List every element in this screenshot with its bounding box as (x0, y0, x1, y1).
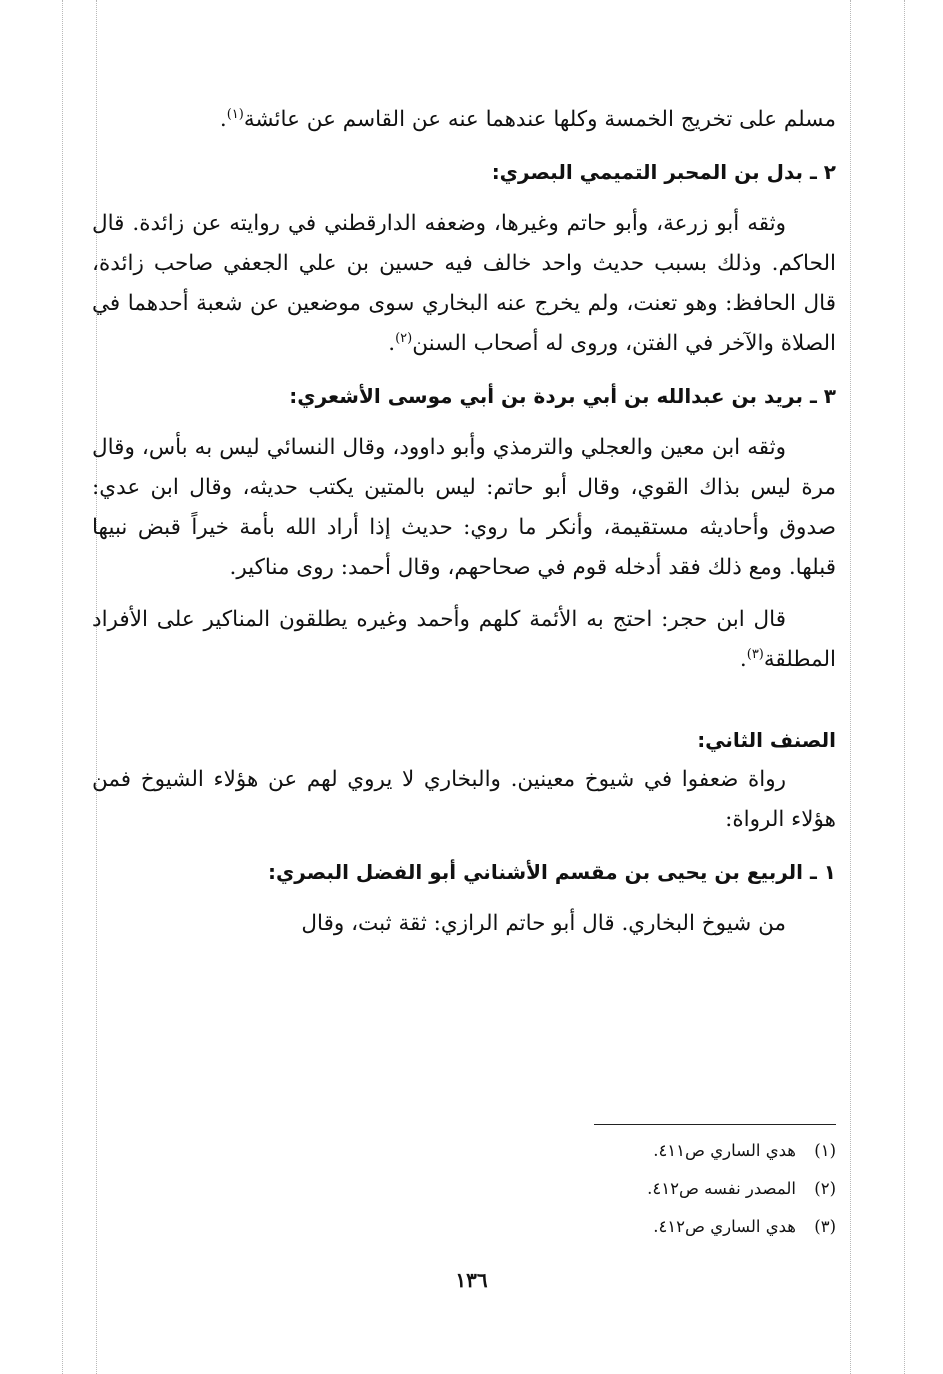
paragraph-3: وثقه ابن معين والعجلي والترمذي وأبو داوود، وقال النسائي ليس به بأس، وقال مرة ليس بذاك القوي، وقال أبو حاتم: ليس بالمتين يكتب حديثه، وقال ابن عدي: صدوق وأحاديثه مستقيمة، وأنكر ما روي: حديث إذا أراد الله بأمة خيراً قبض نبيها قبلها. ومع ذلك فقد أدخله قوم في صحاحهم، وقال أحمد: روى مناكير. (92, 435, 836, 580)
paragraph-4-text: قال ابن حجر: احتج به الأئمة كلهم وأحمد وغيره يطلقون المناكير على الأفراد المطلقة (92, 607, 836, 672)
footnote-item (336, 1208, 836, 1246)
paragraph-2-end: . (388, 331, 396, 356)
page-body (92, 100, 836, 944)
footnote-number: (٢) (814, 1179, 836, 1198)
scan-guide-line (904, 0, 905, 1374)
paragraph-5: رواة ضعفوا في شيوخ معينين. والبخاري لا يروي لهم عن هؤلاء الشيوخ فمن هؤلاء الرواة: (92, 767, 836, 832)
footnote-ref-2: (٢) (395, 330, 413, 346)
narrator-heading-2: ٢ ـ بدل بن المحبر التميمي البصري: (491, 160, 836, 184)
page-number: ١٣٦ (455, 1268, 488, 1292)
section-title: الصنف الثاني: (697, 728, 836, 752)
narrator-heading-3: ٣ ـ بريد بن عبدالله بن أبي بردة بن أبي موسى الأشعري: (289, 384, 836, 408)
scan-guide-line (62, 0, 63, 1374)
paragraph-1-text: مسلم على تخريج الخمسة وكلها عندهما عنه عن القاسم عن عائشة (243, 107, 836, 132)
paragraph-4 (92, 600, 836, 680)
footnote-number: (٣) (814, 1217, 836, 1236)
footnote-ref-3: (٣) (746, 646, 764, 662)
footnote-item (336, 1170, 836, 1208)
paragraph-2-text: وثقه أبو زرعة، وأبو حاتم وغيرها، وضعفه الدارقطني في روايته عن زائدة. قال الحاكم. وذلك بسبب حديث واحد خالف فيه حسين بن علي الجعفي صاحب زائدة، قال الحافظ: وهو تعنت، ولم يخرج عنه البخاري سوى موضعين عن شعبة أحدهما في الصلاة والآخر في الفتن، وروى له أصحاب السنن (92, 211, 836, 356)
footnote-number: (١) (814, 1141, 836, 1160)
footnote-ref-1: (١) (226, 106, 244, 122)
paragraph-2 (92, 204, 836, 364)
footnote-text: هدي الساري ص٤١٢. (653, 1217, 796, 1236)
paragraph-4-end: . (739, 647, 747, 672)
footnote-item (336, 1132, 836, 1170)
footnote-text: هدي الساري ص٤١١. (653, 1141, 796, 1160)
paragraph-1 (92, 100, 836, 140)
footnote-text: المصدر نفسه ص٤١٢. (647, 1179, 796, 1198)
paragraph-6: من شيوخ البخاري. قال أبو حاتم الرازي: ثقة ثبت، وقال (301, 911, 786, 936)
footnotes (336, 1132, 836, 1246)
narrator-heading-1: ١ ـ الربيع بن يحيى بن مقسم الأشناني أبو الفضل البصري: (267, 860, 836, 884)
paragraph-1-end: . (219, 107, 227, 132)
scan-guide-line (850, 0, 851, 1374)
footnote-separator (594, 1124, 836, 1125)
